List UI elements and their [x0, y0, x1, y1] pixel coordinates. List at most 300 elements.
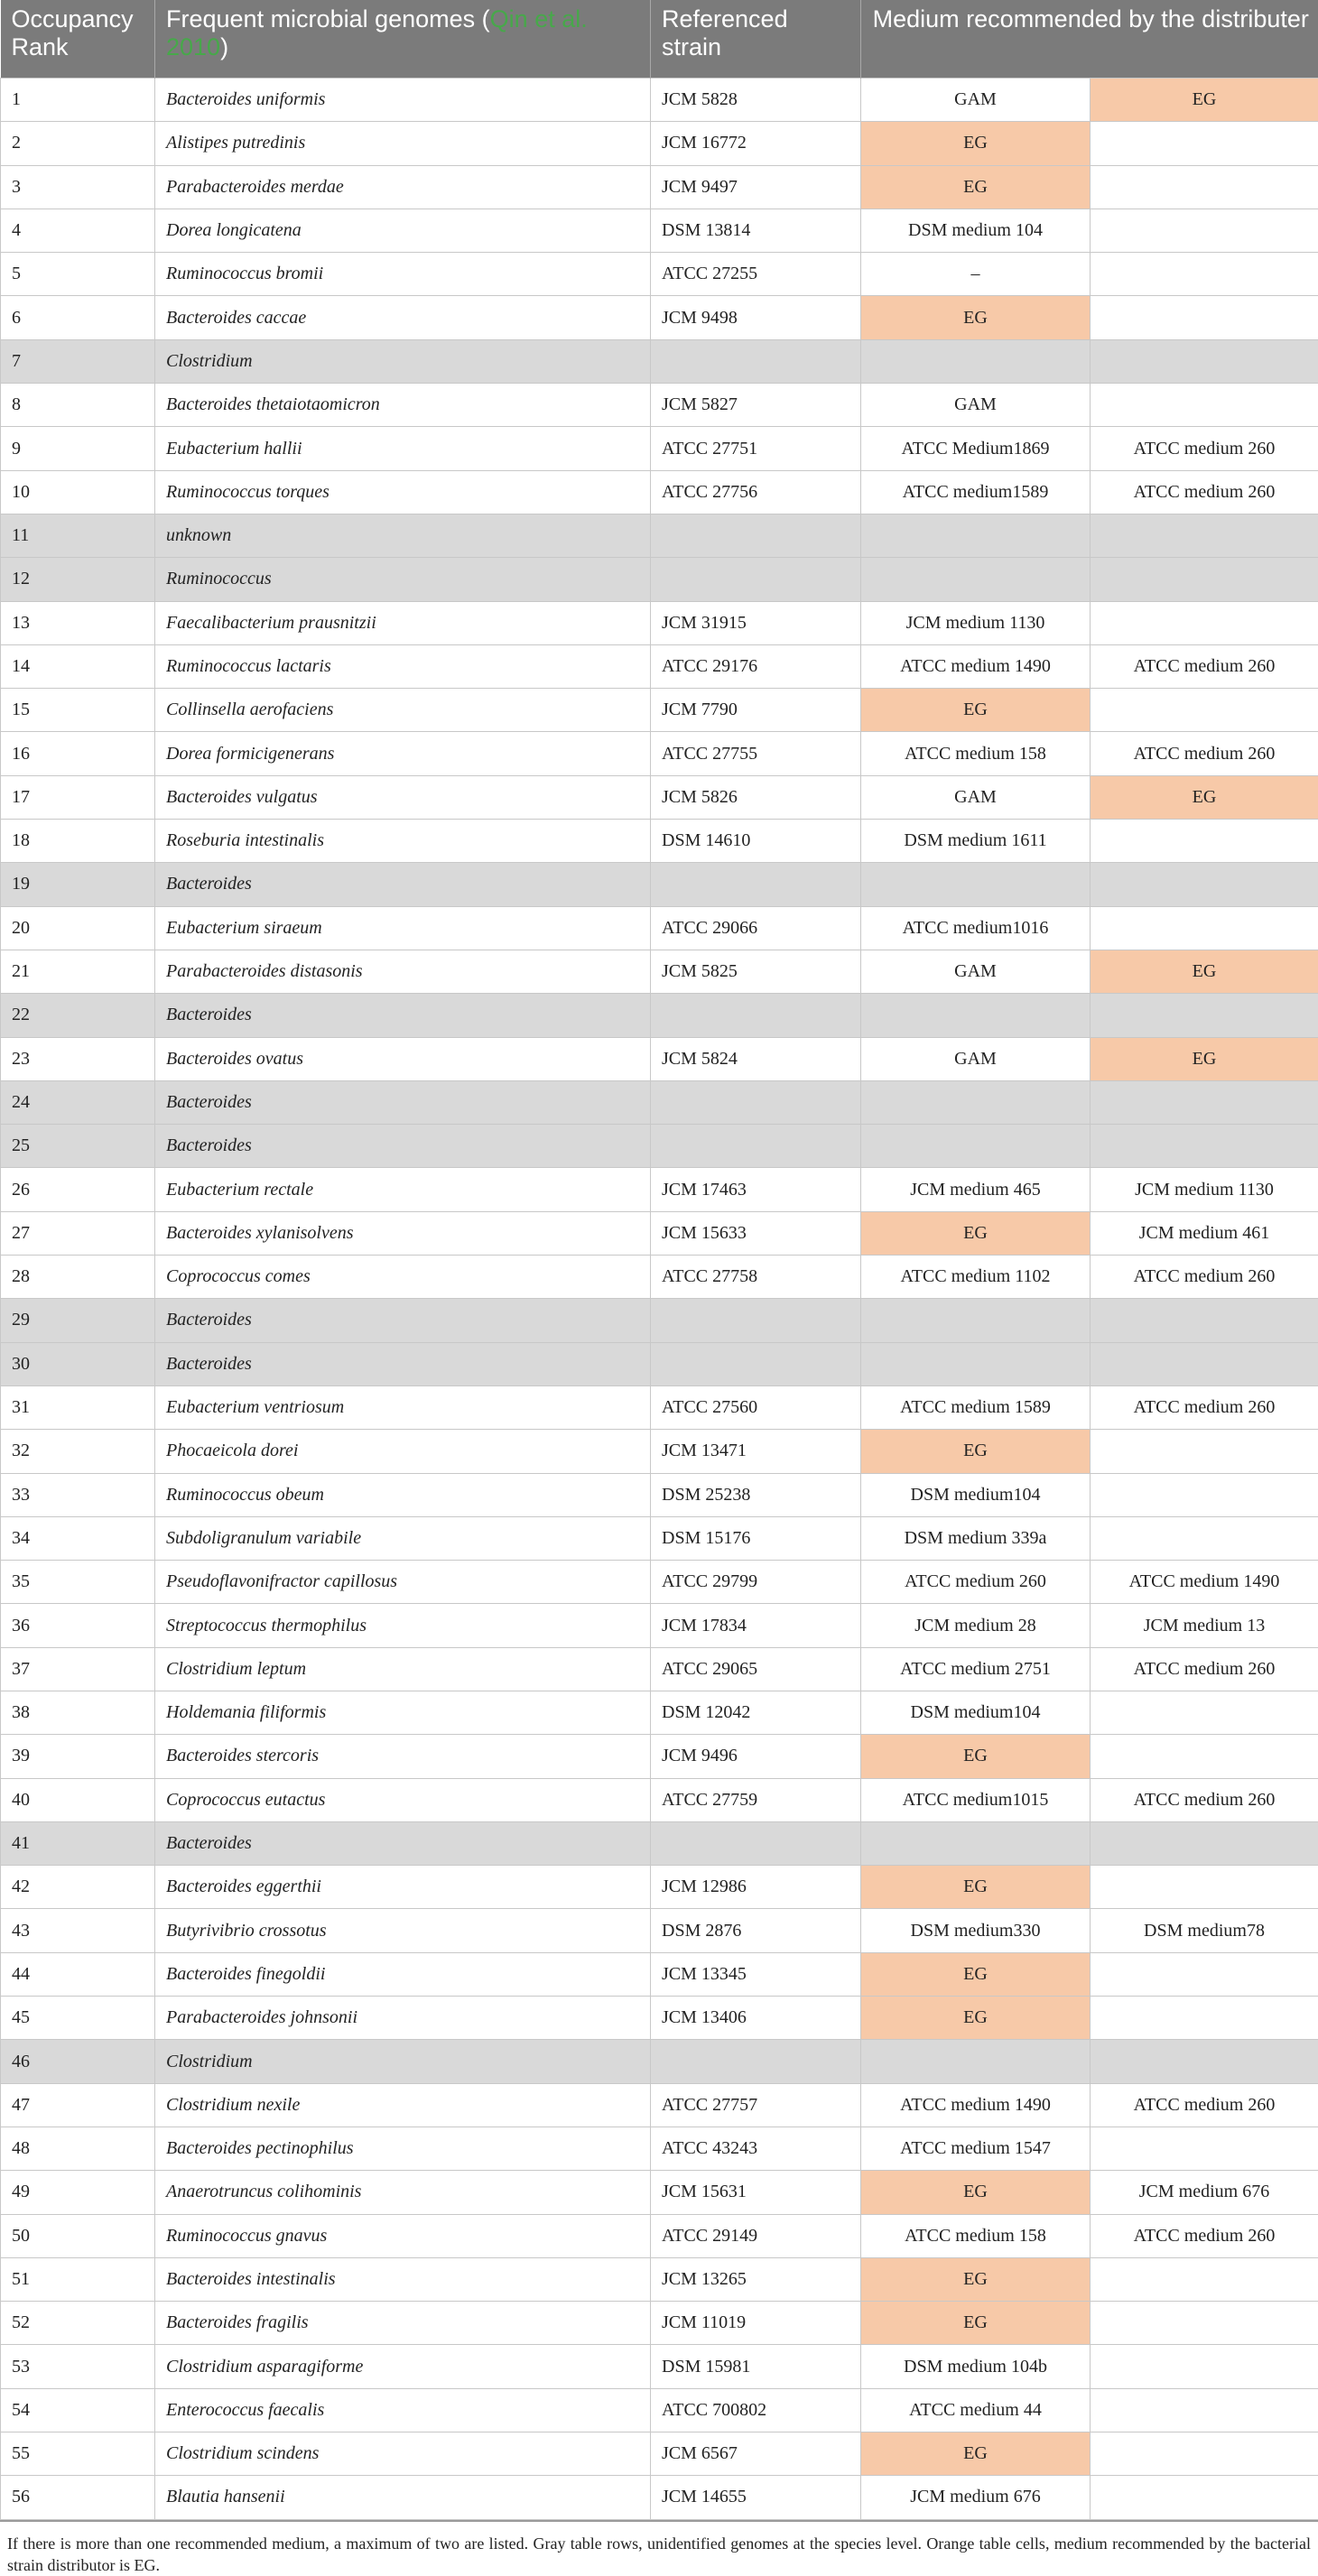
rank-cell: 30 — [1, 1342, 155, 1385]
genome-cell: Bacteroides caccae — [155, 296, 651, 339]
medium-2-cell — [1091, 1473, 1318, 1516]
medium-1-cell: DSM medium 104 — [861, 208, 1091, 252]
table-row — [1, 79, 1318, 122]
medium-2-cell: ATCC medium 1490 — [1091, 1561, 1318, 1604]
table-row — [1, 1299, 1318, 1342]
genome-cell: Bacteroides — [155, 1299, 651, 1342]
medium-1-cell — [861, 514, 1091, 557]
medium-1-cell: GAM — [861, 384, 1091, 427]
medium-1-cell: EG — [861, 1430, 1091, 1473]
table-row — [1, 2257, 1318, 2301]
table-row — [1, 863, 1318, 906]
genome-cell: Bacteroides fragilis — [155, 2302, 651, 2345]
medium-2-cell — [1091, 2388, 1318, 2432]
medium-2-cell — [1091, 2345, 1318, 2388]
strain-cell: DSM 13814 — [651, 208, 861, 252]
table-row — [1, 2171, 1318, 2214]
table-row — [1, 601, 1318, 644]
medium-1-cell: JCM medium 1130 — [861, 601, 1091, 644]
medium-1-cell — [861, 1125, 1091, 1168]
rank-cell: 7 — [1, 339, 155, 383]
medium-2-cell — [1091, 339, 1318, 383]
strain-cell: ATCC 29799 — [651, 1561, 861, 1604]
rank-cell: 48 — [1, 2127, 155, 2170]
medium-2-cell: ATCC medium 260 — [1091, 2083, 1318, 2127]
genome-cell: Bacteroides ovatus — [155, 1037, 651, 1080]
medium-2-cell — [1091, 1342, 1318, 1385]
strain-cell: JCM 17463 — [651, 1168, 861, 1211]
table-footnote: If there is more than one recommended medium, a maximum of two are listed. Gray table rows, unidentified genomes at the species level. Orange table cells, medium recommended by the bacterial strain distributor is EG. — [0, 2520, 1318, 2576]
strain-cell — [651, 558, 861, 601]
strain-cell — [651, 1080, 861, 1124]
rank-cell: 40 — [1, 1778, 155, 1821]
strain-cell: ATCC 29176 — [651, 644, 861, 688]
genome-cell: Bacteroides uniformis — [155, 79, 651, 122]
rank-cell: 39 — [1, 1735, 155, 1778]
table-row — [1, 732, 1318, 775]
medium-2-cell: JCM medium 676 — [1091, 2171, 1318, 2214]
genome-cell: Clostridium — [155, 2040, 651, 2083]
medium-1-cell — [861, 558, 1091, 601]
strain-cell: JCM 9498 — [651, 296, 861, 339]
medium-2-cell — [1091, 2432, 1318, 2476]
genome-cell: Ruminococcus gnavus — [155, 2214, 651, 2257]
medium-1-cell: ATCC medium1015 — [861, 1778, 1091, 1821]
genome-cell: Coprococcus eutactus — [155, 1778, 651, 1821]
medium-2-cell — [1091, 863, 1318, 906]
medium-2-cell: ATCC medium 260 — [1091, 1385, 1318, 1429]
genome-cell: Eubacterium ventriosum — [155, 1385, 651, 1429]
header-rank: Occupancy Rank — [1, 0, 155, 79]
table-row — [1, 1821, 1318, 1865]
medium-2-cell — [1091, 1125, 1318, 1168]
table-row — [1, 906, 1318, 950]
rank-cell: 56 — [1, 2476, 155, 2519]
strain-cell: JCM 5827 — [651, 384, 861, 427]
rank-cell: 34 — [1, 1516, 155, 1560]
rank-cell: 51 — [1, 2257, 155, 2301]
strain-cell: ATCC 27758 — [651, 1256, 861, 1299]
rank-cell: 6 — [1, 296, 155, 339]
table-row — [1, 1125, 1318, 1168]
medium-2-cell — [1091, 2127, 1318, 2170]
genome-cell: Clostridium scindens — [155, 2432, 651, 2476]
medium-1-cell: ATCC medium 2751 — [861, 1647, 1091, 1691]
medium-1-cell: ATCC medium 158 — [861, 732, 1091, 775]
medium-1-cell — [861, 863, 1091, 906]
medium-2-cell — [1091, 1430, 1318, 1473]
strain-cell: DSM 15176 — [651, 1516, 861, 1560]
rank-cell: 26 — [1, 1168, 155, 1211]
medium-1-cell: JCM medium 28 — [861, 1604, 1091, 1647]
genome-cell: Ruminococcus torques — [155, 470, 651, 514]
table-row — [1, 775, 1318, 819]
medium-1-cell: ATCC medium 1490 — [861, 2083, 1091, 2127]
medium-1-cell: DSM medium 104b — [861, 2345, 1091, 2388]
table-row — [1, 820, 1318, 863]
rank-cell: 32 — [1, 1430, 155, 1473]
medium-1-cell: DSM medium104 — [861, 1691, 1091, 1734]
genome-cell: Anaerotruncus colihominis — [155, 2171, 651, 2214]
table-row — [1, 2214, 1318, 2257]
genome-cell: Bacteroides — [155, 1821, 651, 1865]
rank-cell: 20 — [1, 906, 155, 950]
rank-cell: 14 — [1, 644, 155, 688]
medium-1-cell: EG — [861, 2432, 1091, 2476]
table-row — [1, 994, 1318, 1037]
medium-2-cell — [1091, 1821, 1318, 1865]
header-genomes-prefix: Frequent microbial genomes ( — [166, 5, 490, 32]
table-row — [1, 470, 1318, 514]
rank-cell: 2 — [1, 122, 155, 165]
medium-1-cell: – — [861, 253, 1091, 296]
genome-cell: Subdoligranulum variabile — [155, 1516, 651, 1560]
medium-1-cell — [861, 1821, 1091, 1865]
strain-cell: JCM 11019 — [651, 2302, 861, 2345]
table-row — [1, 2388, 1318, 2432]
rank-cell: 42 — [1, 1866, 155, 1909]
strain-cell: JCM 13265 — [651, 2257, 861, 2301]
medium-2-cell — [1091, 1299, 1318, 1342]
medium-1-cell: ATCC medium 260 — [861, 1561, 1091, 1604]
genome-cell: Parabacteroides merdae — [155, 165, 651, 208]
genome-cell: Dorea formicigenerans — [155, 732, 651, 775]
medium-1-cell: EG — [861, 1211, 1091, 1255]
medium-2-cell: ATCC medium 260 — [1091, 732, 1318, 775]
medium-2-cell — [1091, 2040, 1318, 2083]
medium-2-cell: EG — [1091, 950, 1318, 993]
table-row — [1, 296, 1318, 339]
genome-cell: Clostridium — [155, 339, 651, 383]
rank-cell: 25 — [1, 1125, 155, 1168]
table-row — [1, 427, 1318, 470]
medium-1-cell: ATCC medium 1102 — [861, 1256, 1091, 1299]
rank-cell: 4 — [1, 208, 155, 252]
table-row — [1, 2083, 1318, 2127]
medium-1-cell: ATCC Medium1869 — [861, 427, 1091, 470]
medium-2-cell: JCM medium 1130 — [1091, 1168, 1318, 1211]
strain-cell: JCM 15633 — [651, 1211, 861, 1255]
rank-cell: 50 — [1, 2214, 155, 2257]
medium-2-cell — [1091, 2302, 1318, 2345]
medium-2-cell — [1091, 2257, 1318, 2301]
genome-cell: Roseburia intestinalis — [155, 820, 651, 863]
medium-1-cell: DSM medium330 — [861, 1909, 1091, 1952]
genome-cell: Eubacterium rectale — [155, 1168, 651, 1211]
strain-cell: ATCC 27755 — [651, 732, 861, 775]
strain-cell: ATCC 27255 — [651, 253, 861, 296]
rank-cell: 33 — [1, 1473, 155, 1516]
rank-cell: 54 — [1, 2388, 155, 2432]
rank-cell: 35 — [1, 1561, 155, 1604]
rank-cell: 38 — [1, 1691, 155, 1734]
genome-cell: Bacteroides xylanisolvens — [155, 1211, 651, 1255]
strain-cell: JCM 5828 — [651, 79, 861, 122]
rank-cell: 9 — [1, 427, 155, 470]
rank-cell: 18 — [1, 820, 155, 863]
medium-2-cell: ATCC medium 260 — [1091, 1778, 1318, 1821]
medium-1-cell: ATCC medium 1547 — [861, 2127, 1091, 2170]
header-genomes — [155, 0, 651, 79]
genome-cell: Faecalibacterium prausnitzii — [155, 601, 651, 644]
medium-2-cell — [1091, 1080, 1318, 1124]
rank-cell: 3 — [1, 165, 155, 208]
genome-cell: Pseudoflavonifractor capillosus — [155, 1561, 651, 1604]
genome-cell: unknown — [155, 514, 651, 557]
strain-cell: JCM 9496 — [651, 1735, 861, 1778]
rank-cell: 55 — [1, 2432, 155, 2476]
strain-cell: ATCC 27560 — [651, 1385, 861, 1429]
rank-cell: 24 — [1, 1080, 155, 1124]
medium-2-cell — [1091, 994, 1318, 1037]
medium-2-cell — [1091, 1735, 1318, 1778]
genome-cell: Ruminococcus — [155, 558, 651, 601]
strain-cell: DSM 15981 — [651, 2345, 861, 2388]
medium-1-cell — [861, 1080, 1091, 1124]
strain-cell: JCM 5825 — [651, 950, 861, 993]
table-row — [1, 1256, 1318, 1299]
rank-cell: 52 — [1, 2302, 155, 2345]
table-row — [1, 1168, 1318, 1211]
table-row — [1, 1473, 1318, 1516]
strain-cell: JCM 31915 — [651, 601, 861, 644]
strain-cell: ATCC 27757 — [651, 2083, 861, 2127]
genome-cell: Bacteroides — [155, 1125, 651, 1168]
table-row — [1, 165, 1318, 208]
medium-2-cell: ATCC medium 260 — [1091, 470, 1318, 514]
rank-cell: 10 — [1, 470, 155, 514]
medium-2-cell — [1091, 906, 1318, 950]
strain-cell — [651, 994, 861, 1037]
medium-2-cell — [1091, 253, 1318, 296]
medium-1-cell — [861, 339, 1091, 383]
medium-1-cell — [861, 2040, 1091, 2083]
rank-cell: 27 — [1, 1211, 155, 1255]
medium-2-cell — [1091, 1952, 1318, 1996]
rank-cell: 22 — [1, 994, 155, 1037]
rank-cell: 36 — [1, 1604, 155, 1647]
medium-1-cell: GAM — [861, 950, 1091, 993]
table-row — [1, 2432, 1318, 2476]
medium-2-cell: ATCC medium 260 — [1091, 2214, 1318, 2257]
medium-1-cell: ATCC medium 1490 — [861, 644, 1091, 688]
rank-cell: 16 — [1, 732, 155, 775]
strain-cell: ATCC 27759 — [651, 1778, 861, 1821]
genome-cell: Bacteroides finegoldii — [155, 1952, 651, 1996]
medium-1-cell: ATCC medium 44 — [861, 2388, 1091, 2432]
medium-1-cell: DSM medium 339a — [861, 1516, 1091, 1560]
table-row — [1, 1430, 1318, 1473]
genome-cell: Coprococcus comes — [155, 1256, 651, 1299]
table-row — [1, 1604, 1318, 1647]
table-row — [1, 950, 1318, 993]
strain-cell: JCM 12986 — [651, 1866, 861, 1909]
table-row — [1, 2476, 1318, 2519]
table-row — [1, 2345, 1318, 2388]
genome-cell: Collinsella aerofaciens — [155, 689, 651, 732]
medium-1-cell: EG — [861, 1735, 1091, 1778]
header-genomes-suffix: ) — [220, 33, 228, 60]
strain-cell: ATCC 29065 — [651, 1647, 861, 1691]
genome-cell: Parabacteroides johnsonii — [155, 1997, 651, 2040]
medium-2-cell — [1091, 208, 1318, 252]
strain-cell: JCM 5824 — [651, 1037, 861, 1080]
rank-cell: 21 — [1, 950, 155, 993]
genome-cell: Clostridium leptum — [155, 1647, 651, 1691]
medium-2-cell: JCM medium 13 — [1091, 1604, 1318, 1647]
rank-cell: 37 — [1, 1647, 155, 1691]
table-row — [1, 644, 1318, 688]
genome-cell: Eubacterium siraeum — [155, 906, 651, 950]
strain-cell: DSM 12042 — [651, 1691, 861, 1734]
medium-1-cell: EG — [861, 2302, 1091, 2345]
medium-2-cell: ATCC medium 260 — [1091, 1256, 1318, 1299]
genome-cell: Eubacterium hallii — [155, 427, 651, 470]
table-row — [1, 1909, 1318, 1952]
medium-2-cell: DSM medium78 — [1091, 1909, 1318, 1952]
genome-cell: Ruminococcus lactaris — [155, 644, 651, 688]
medium-1-cell — [861, 1342, 1091, 1385]
genome-cell: Bacteroides — [155, 863, 651, 906]
medium-2-cell — [1091, 1691, 1318, 1734]
genome-cell: Enterococcus faecalis — [155, 2388, 651, 2432]
genome-cell: Clostridium nexile — [155, 2083, 651, 2127]
genome-cell: Bacteroides stercoris — [155, 1735, 651, 1778]
medium-2-cell — [1091, 384, 1318, 427]
rank-cell: 53 — [1, 2345, 155, 2388]
medium-1-cell: EG — [861, 2171, 1091, 2214]
table-row — [1, 339, 1318, 383]
strain-cell: ATCC 29066 — [651, 906, 861, 950]
strain-cell: ATCC 700802 — [651, 2388, 861, 2432]
strain-cell — [651, 863, 861, 906]
rank-cell: 8 — [1, 384, 155, 427]
rank-cell: 46 — [1, 2040, 155, 2083]
table-row — [1, 2040, 1318, 2083]
medium-2-cell — [1091, 165, 1318, 208]
table-row — [1, 1211, 1318, 1255]
medium-2-cell: ATCC medium 260 — [1091, 644, 1318, 688]
table-body — [1, 79, 1318, 2520]
rank-cell: 47 — [1, 2083, 155, 2127]
genome-cell: Parabacteroides distasonis — [155, 950, 651, 993]
table-row — [1, 514, 1318, 557]
strain-cell — [651, 1342, 861, 1385]
medium-1-cell: ATCC medium1589 — [861, 470, 1091, 514]
strain-cell: ATCC 27756 — [651, 470, 861, 514]
rank-cell: 15 — [1, 689, 155, 732]
strain-cell — [651, 2040, 861, 2083]
medium-1-cell: EG — [861, 1952, 1091, 1996]
strain-cell: JCM 15631 — [651, 2171, 861, 2214]
medium-1-cell: EG — [861, 1997, 1091, 2040]
table-row — [1, 558, 1318, 601]
medium-2-cell: ATCC medium 260 — [1091, 1647, 1318, 1691]
table-row — [1, 2302, 1318, 2345]
medium-1-cell: DSM medium 1611 — [861, 820, 1091, 863]
table-row — [1, 384, 1318, 427]
rank-cell: 44 — [1, 1952, 155, 1996]
rank-cell: 28 — [1, 1256, 155, 1299]
medium-1-cell: ATCC medium 158 — [861, 2214, 1091, 2257]
citation-link[interactable]: Qin et al. 2010 — [166, 5, 588, 60]
strain-cell: JCM 9497 — [651, 165, 861, 208]
medium-2-cell: ATCC medium 260 — [1091, 427, 1318, 470]
medium-2-cell — [1091, 296, 1318, 339]
medium-1-cell: ATCC medium 1589 — [861, 1385, 1091, 1429]
medium-1-cell: EG — [861, 165, 1091, 208]
genome-cell: Dorea longicatena — [155, 208, 651, 252]
genome-cell: Butyrivibrio crossotus — [155, 1909, 651, 1952]
strain-cell — [651, 514, 861, 557]
strain-cell — [651, 339, 861, 383]
medium-2-cell — [1091, 2476, 1318, 2519]
genome-cell: Bacteroides eggerthii — [155, 1866, 651, 1909]
strain-cell: DSM 25238 — [651, 1473, 861, 1516]
genome-cell: Bacteroides pectinophilus — [155, 2127, 651, 2170]
medium-1-cell — [861, 1299, 1091, 1342]
header-medium: Medium recommended by the distributer — [861, 0, 1318, 79]
table-row — [1, 1342, 1318, 1385]
strain-cell: JCM 17834 — [651, 1604, 861, 1647]
strain-cell: DSM 2876 — [651, 1909, 861, 1952]
strain-cell: JCM 5826 — [651, 775, 861, 819]
medium-1-cell: GAM — [861, 79, 1091, 122]
genome-cell: Blautia hansenii — [155, 2476, 651, 2519]
rank-cell: 17 — [1, 775, 155, 819]
genome-cell: Clostridium asparagiforme — [155, 2345, 651, 2388]
medium-2-cell — [1091, 689, 1318, 732]
strain-cell: JCM 13345 — [651, 1952, 861, 1996]
table-row — [1, 1647, 1318, 1691]
medium-2-cell — [1091, 1866, 1318, 1909]
table-row — [1, 1735, 1318, 1778]
rank-cell: 13 — [1, 601, 155, 644]
strain-cell: JCM 16772 — [651, 122, 861, 165]
strain-cell: ATCC 43243 — [651, 2127, 861, 2170]
genome-cell: Bacteroides intestinalis — [155, 2257, 651, 2301]
medium-2-cell — [1091, 601, 1318, 644]
rank-cell: 45 — [1, 1997, 155, 2040]
genome-cell: Alistipes putredinis — [155, 122, 651, 165]
genome-cell: Bacteroides — [155, 1342, 651, 1385]
table-row — [1, 1691, 1318, 1734]
medium-2-cell: EG — [1091, 1037, 1318, 1080]
rank-cell: 12 — [1, 558, 155, 601]
medium-2-cell — [1091, 1516, 1318, 1560]
medium-2-cell — [1091, 558, 1318, 601]
table-row — [1, 1866, 1318, 1909]
genome-cell: Bacteroides vulgatus — [155, 775, 651, 819]
strain-cell: JCM 13406 — [651, 1997, 861, 2040]
table-row — [1, 1561, 1318, 1604]
rank-cell: 5 — [1, 253, 155, 296]
table-header — [1, 0, 1318, 79]
medium-1-cell: ATCC medium1016 — [861, 906, 1091, 950]
table-row — [1, 2127, 1318, 2170]
genome-cell: Bacteroides thetaiotaomicron — [155, 384, 651, 427]
table-row — [1, 122, 1318, 165]
genome-cell: Bacteroides — [155, 1080, 651, 1124]
medium-2-cell: EG — [1091, 79, 1318, 122]
table-row — [1, 1080, 1318, 1124]
medium-1-cell: EG — [861, 296, 1091, 339]
header-row — [1, 0, 1318, 79]
table-row — [1, 1516, 1318, 1560]
strain-cell — [651, 1125, 861, 1168]
genome-cell: Holdemania filiformis — [155, 1691, 651, 1734]
rank-cell: 19 — [1, 863, 155, 906]
